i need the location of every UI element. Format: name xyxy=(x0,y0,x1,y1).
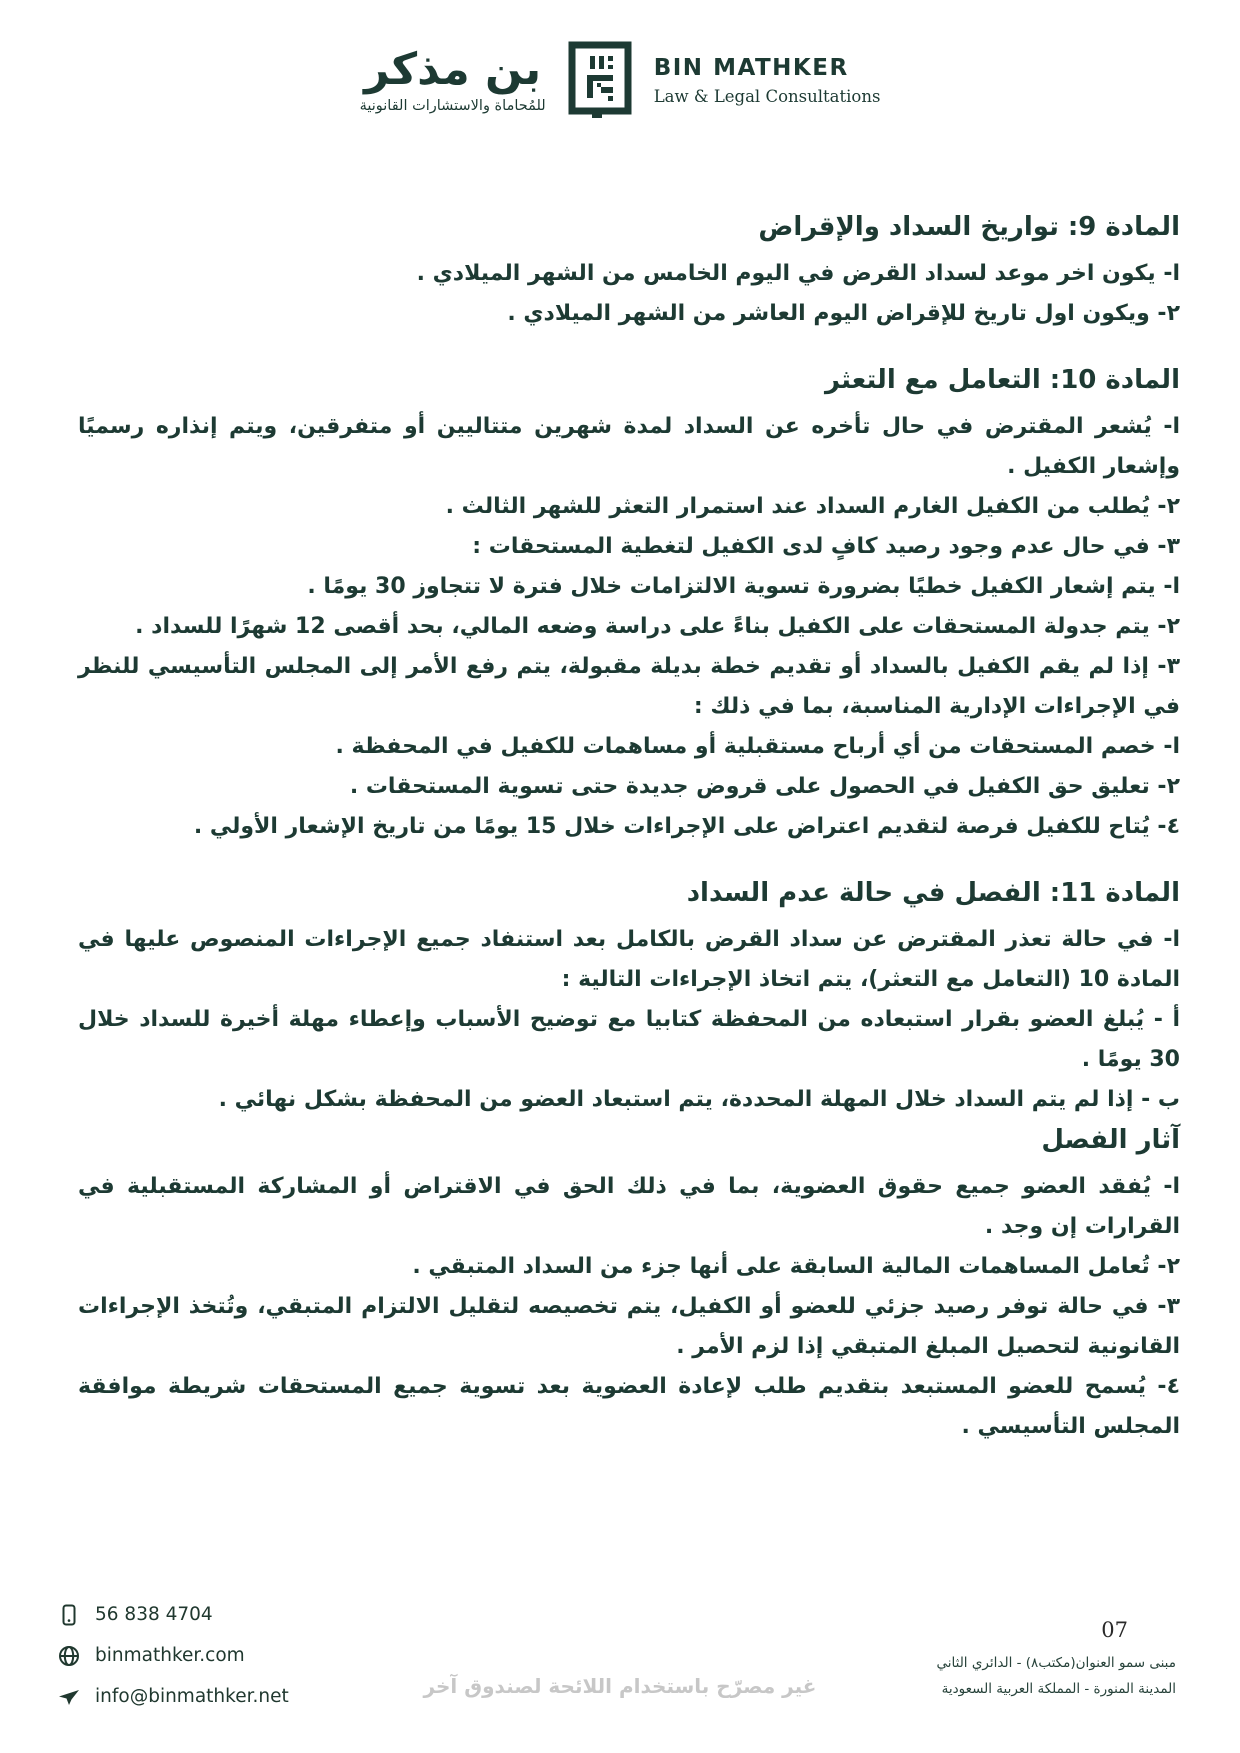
dismissal-effects-item-3: ٣- في حالة توفر رصيد جزئي للعضو أو الكفيل، يتم تخصيصه لتقليل الالتزام المتبقي، وتُتخذ الإجراءات القانونية لتحصيل المبلغ المتبقي إذا لزم الأمر . xyxy=(78,1294,1180,1359)
article-11-item-1: ا- في حالة تعذر المقترض عن سداد القرض بالكامل بعد استنفاد جميع الإجراءات المنصوص عليها في المادة 10 (التعامل مع التعثر)، يتم اتخاذ الإجراءات التالية : xyxy=(78,927,1180,992)
brand-arabic xyxy=(359,43,546,115)
article-10-item-3a: ا- يتم إشعار الكفيل خطيًا بضرورة تسوية الالتزامات خلال فترة لا تتجاوز 30 يومًا . xyxy=(307,574,1180,599)
brand-arabic-title: بن مذكر xyxy=(364,43,542,95)
article-10-item-1: ا- يُشعر المقترض في حال تأخره عن السداد لمدة شهرين متتاليين أو متفرقين، ويتم إنذاره رسميًا وإشعار الكفيل . xyxy=(78,414,1180,479)
article-10 xyxy=(78,360,1180,847)
footer-address xyxy=(937,1650,1177,1703)
dismissal-effects-item-1: ا- يُفقد العضو جميع حقوق العضوية، بما في ذلك الحق في الاقتراض أو المشاركة المستقبلية في القرارات إن وجد . xyxy=(78,1174,1180,1239)
article-10-item-3c-1: ا- خصم المستحقات من أي أرباح مستقبلية أو مساهمات للكفيل في المحفظة . xyxy=(335,734,1180,759)
brand-english-title: BIN MATHKER xyxy=(653,54,849,81)
usage-watermark: غير مصرّح باستخدام اللائحة لصندوق آخر xyxy=(423,1674,817,1698)
kufic-logo-icon xyxy=(568,40,632,120)
article-10-item-4: ٤- يُتاح للكفيل فرصة لتقديم اعتراض على الإجراءات خلال 15 يومًا من تاريخ الإشعار الأولي . xyxy=(193,814,1180,839)
phone-number: 56 838 4704 xyxy=(95,1604,213,1625)
email-link[interactable]: info@binmathker.net xyxy=(95,1686,289,1707)
article-11-item-a: أ - يُبلغ العضو بقرار استبعاده من المحفظة كتابيا مع توضيح الأسباب وإعطاء مهلة أخيرة للسداد خلال 30 يومًا . xyxy=(78,1007,1180,1072)
dismissal-effects-item-2: ٢- تُعامل المساهمات المالية السابقة على أنها جزء من السداد المتبقي . xyxy=(412,1254,1180,1279)
article-10-item-2: ٢- يُطلب من الكفيل الغارم السداد عند استمرار التعثر للشهر الثالث . xyxy=(445,494,1180,519)
article-11 xyxy=(78,873,1180,1120)
header xyxy=(0,40,1240,120)
dismissal-effects-item-4: ٤- يُسمح للعضو المستبعد بتقديم طلب لإعادة العضوية بعد تسوية جميع المستحقات شريطة موافقة المجلس التأسيسي . xyxy=(78,1374,1180,1439)
brand-arabic-subtitle: للمُحاماة والاستشارات القانونية xyxy=(359,98,546,115)
article-9-item-2: ٢- ويكون اول تاريخ للإقراض اليوم العاشر من الشهر الميلادي . xyxy=(507,301,1180,326)
mobile-phone-icon xyxy=(58,1604,80,1626)
brand-english-subtitle: Law & Legal Consultations xyxy=(653,86,881,106)
phone-row xyxy=(58,1594,289,1635)
article-10-heading: المادة 10: التعامل مع التعثر xyxy=(824,365,1180,395)
article-9-item-1: ا- يكون اخر موعد لسداد القرض في اليوم الخامس من الشهر الميلادي . xyxy=(416,261,1180,286)
article-10-item-3: ٣- في حال عدم وجود رصيد كافٍ لدى الكفيل لتغطية المستحقات : xyxy=(472,534,1180,559)
article-10-item-3b: ٢- يتم جدولة المستحقات على الكفيل بناءً على دراسة وضعه المالي، بحد أقصى 12 شهرًا للسداد . xyxy=(135,614,1180,639)
article-11-item-b: ب - إذا لم يتم السداد خلال المهلة المحددة، يتم استبعاد العضو من المحفظة بشكل نهائي . xyxy=(218,1087,1180,1112)
address-line-2: المدينة المنورة - المملكة العربية السعودية xyxy=(941,1681,1176,1698)
brand-english xyxy=(654,55,881,106)
article-10-item-3c-2: ٢- تعليق حق الكفيل في الحصول على قروض جديدة حتى تسوية المستحقات . xyxy=(349,774,1180,799)
footer-contact-block xyxy=(58,1594,289,1717)
website-link[interactable]: binmathker.com xyxy=(95,1645,245,1666)
address-line-1: مبنى سمو العنوان(مكتب٨) - الدائري الثاني xyxy=(936,1655,1176,1671)
document-content xyxy=(78,207,1180,1447)
article-9 xyxy=(78,207,1180,334)
globe-icon xyxy=(58,1645,80,1667)
article-10-item-3c: ٣- إذا لم يقم الكفيل بالسداد أو تقديم خطة بديلة مقبولة، يتم رفع الأمر إلى المجلس التأسيسي للنظر في الإجراءات الإدارية المناسبة، بما في ذلك : xyxy=(78,654,1180,719)
website-row xyxy=(58,1635,289,1676)
page-number: 07 xyxy=(1101,1618,1128,1642)
dismissal-effects-heading: آثار الفصل xyxy=(1041,1125,1180,1155)
article-9-heading: المادة 9: تواريخ السداد والإقراض xyxy=(758,212,1180,242)
dismissal-effects-section xyxy=(78,1120,1180,1447)
article-11-heading: المادة 11: الفصل في حالة عدم السداد xyxy=(686,878,1180,908)
